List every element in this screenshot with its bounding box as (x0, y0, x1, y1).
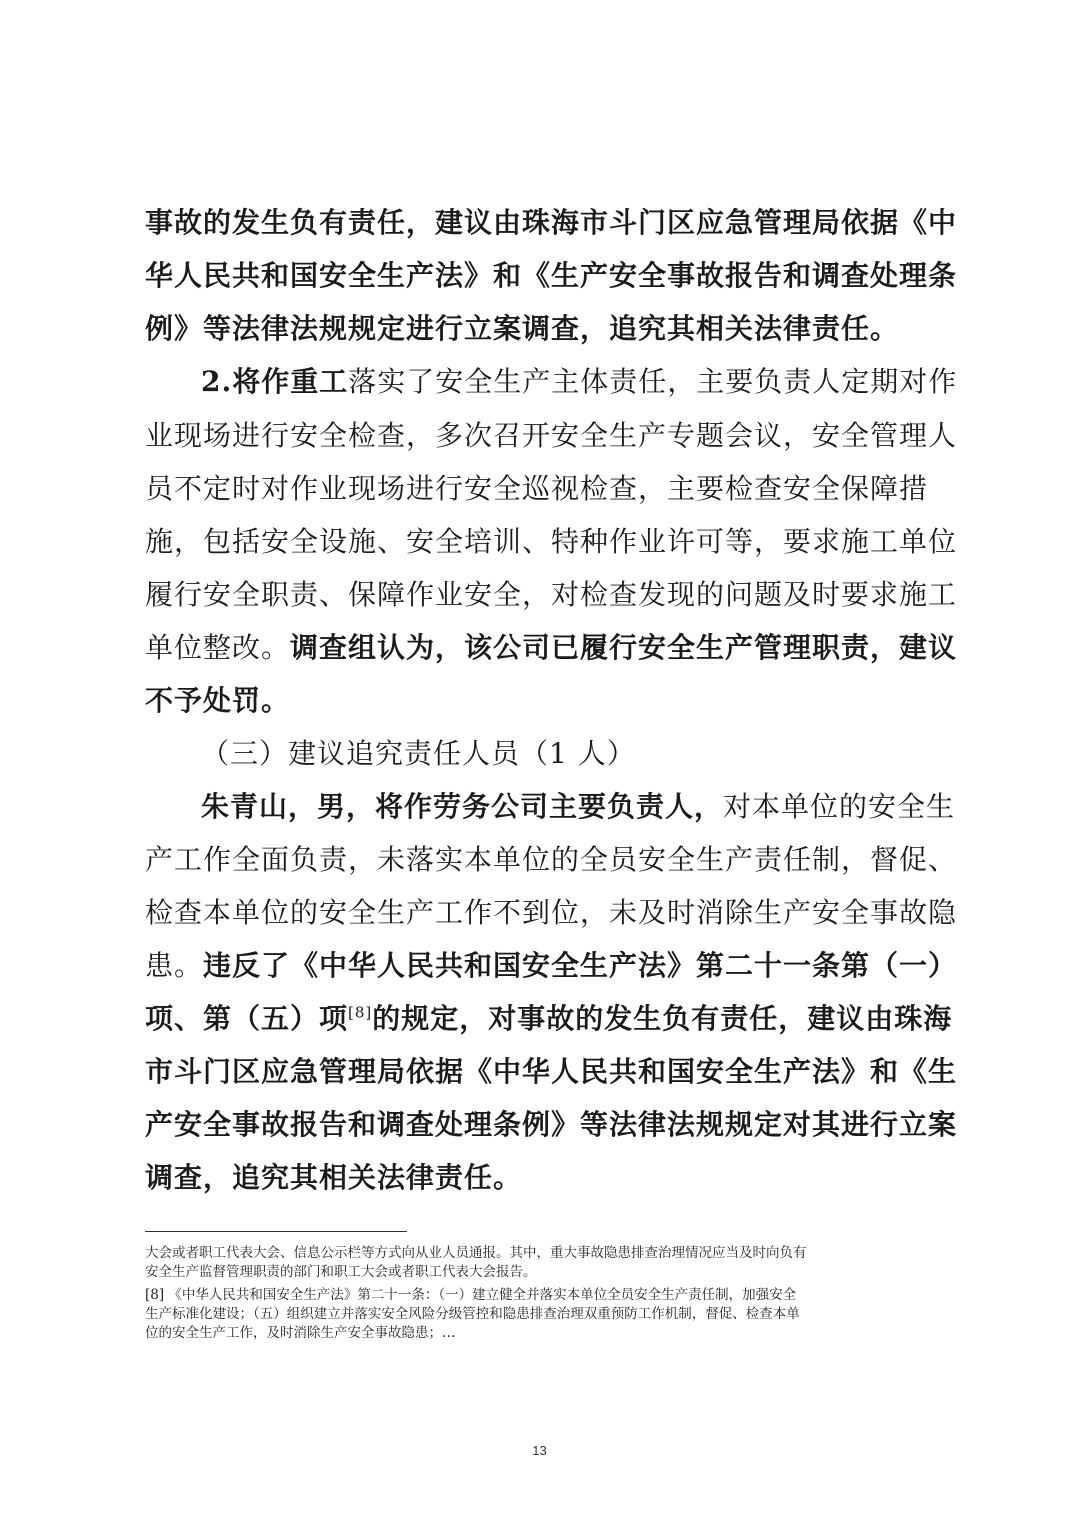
body-line-1: 事故的发生负有责任，建议由珠海市斗门区应急管理局依据《中 (145, 206, 958, 239)
body-line-8: 履行安全职责、保障作业安全，对检查发现的问题及时要求施工 (145, 578, 958, 611)
footnote-line-5: 位的安全生产工作，及时消除生产安全事故隐患；… (145, 1325, 456, 1341)
company-name-bold: 2.将作重工 (201, 365, 349, 398)
footnote-ref-8[interactable]: [8] (348, 1003, 373, 1022)
body-line-9 (145, 628, 958, 668)
body-line-15-bold: 违反了《中华人民共和国安全生产法》第二十一条第（一） (203, 949, 958, 982)
body-line-14: 检查本单位的安全生产工作不到位，未及时消除生产安全事故隐 (145, 896, 958, 929)
body-line-9-bold: 调查组认为，该公司已履行安全生产管理职责，建议 (290, 631, 958, 664)
footnote-line-1: 大会或者职工代表大会、信息公示栏等方式向从业人员通报。其中，重大事故隐患排查治理情况应当及时向负有 (145, 1245, 807, 1261)
body-line-16-a: 项、第（五）项 (145, 1002, 349, 1035)
section-heading: （三）建议追究责任人员（1 人） (201, 737, 636, 770)
body-line-12 (201, 787, 956, 827)
body-line-2: 华人民共和国安全生产法》和《生产安全事故报告和调查处理条 (145, 259, 958, 292)
body-line-17: 市斗门区应急管理局依据《中华人民共和国安全生产法》和《生 (145, 1055, 958, 1088)
body-line-12-rest: 对本单位的安全生 (723, 790, 956, 823)
body-line-18: 产安全事故报告和调查处理条例》等法律法规规定对其进行立案 (145, 1108, 958, 1141)
footnote-line-3: [8] 《中华人民共和国安全生产法》第二十一条：（一）建立健全并落实本单位全员安全生产责任制，加强安全 (145, 1287, 797, 1303)
footnote-line-2: 安全生产监督管理职责的部门和职工大会或者职工代表大会报告。 (145, 1264, 537, 1280)
body-line-4-rest: 落实了安全生产主体责任，主要负责人定期对作 (348, 365, 958, 398)
body-line-3: 例》等法律法规规定进行立案调查，追究其相关法律责任。 (145, 312, 900, 345)
body-line-9-normal: 单位整改。 (145, 631, 291, 664)
body-line-4 (201, 362, 958, 402)
page-number: 13 (532, 1443, 547, 1458)
body-line-6: 员不定时对作业现场进行安全巡视检查，主要检查安全保障措 (145, 472, 929, 505)
person-name-bold: 朱青山，男，将作劳务公司主要负责人， (201, 790, 724, 823)
body-line-15-normal: 患。 (145, 949, 204, 982)
body-line-7: 施，包括安全设施、安全培训、特种作业许可等，要求施工单位 (145, 525, 958, 558)
body-line-15 (145, 946, 958, 986)
body-line-19: 调查，追究其相关法律责任。 (145, 1161, 523, 1194)
footnote-separator (145, 1231, 407, 1232)
footnote-line-4: 生产标准化建设；（五）组织建立并落实安全风险分级管控和隐患排查治理双重预防工作机制，督促、检查本单 (145, 1306, 800, 1322)
body-line-10: 不予处罚。 (145, 684, 291, 717)
body-line-16-b: 的规定，对事故的发生负有责任，建议由珠海 (372, 1002, 953, 1035)
body-line-5: 业现场进行安全检查，多次召开安全生产专题会议，安全管理人 (145, 419, 958, 452)
body-line-13: 产工作全面负责，未落实本单位的全员安全生产责任制，督促、 (145, 843, 958, 876)
body-line-16 (145, 999, 953, 1039)
